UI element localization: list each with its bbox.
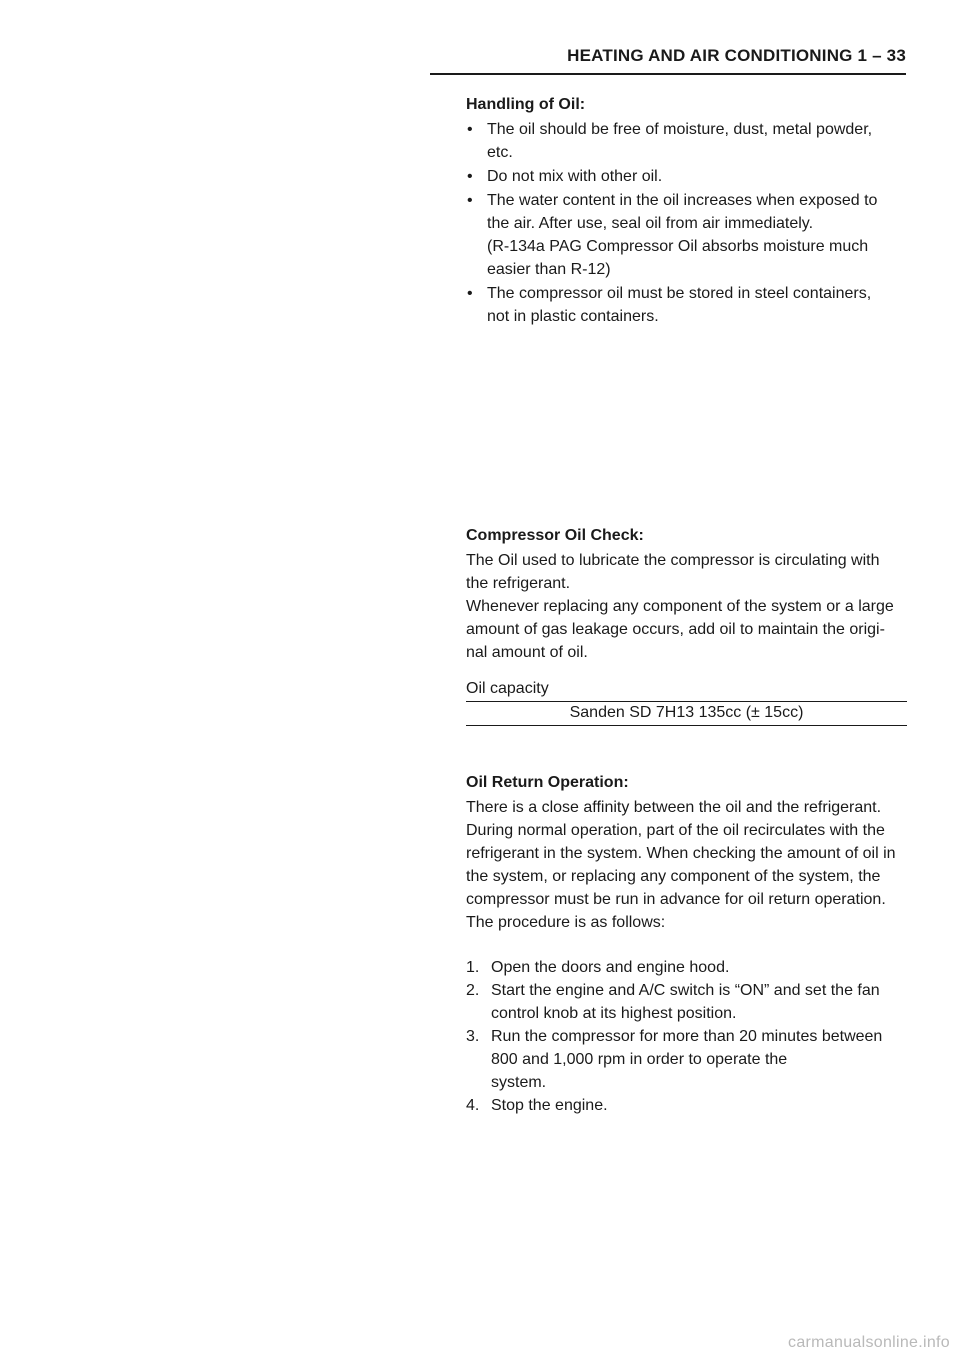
return-op-line: There is a close affinity between the oil and the refrigerant. [466, 799, 882, 816]
step-line: system. [491, 1074, 547, 1091]
procedure-step [466, 956, 911, 979]
step-number: 3. [466, 1028, 480, 1045]
oil-check-line: The Oil used to lubricate the compressor is circulating with [466, 552, 880, 569]
return-op-line: refrigerant in the system. When checking the amount of oil in [466, 845, 896, 862]
bullet-line: The water content in the oil increases when exposed to [487, 192, 878, 209]
step-line: control knob at its highest position. [491, 1005, 737, 1022]
oil-capacity-value: Sanden SD 7H13 135cc (± 15cc) [569, 704, 804, 721]
step-line: Start the engine and A/C switch is “ON” and set the fan [491, 982, 880, 999]
bullet-icon: • [467, 168, 473, 185]
oil-capacity-value-row [466, 703, 907, 726]
return-op-line: During normal operation, part of the oil recirculates with the [466, 822, 885, 839]
oil-check-heading: Compressor Oil Check: [466, 527, 644, 544]
procedure-steps-list [466, 956, 911, 1117]
oil-check-line: the refrigerant. [466, 575, 571, 592]
return-op-line: The procedure is as follows: [466, 914, 666, 931]
bullet-line: Do not mix with other oil. [487, 168, 663, 185]
handling-of-oil-section [466, 93, 911, 329]
step-line: 800 and 1,000 rpm in order to operate the [491, 1051, 788, 1068]
bullet-line: (R-134a PAG Compressor Oil absorbs moisture much [487, 238, 869, 255]
step-number: 1. [466, 959, 480, 976]
oil-capacity-label-row [466, 679, 907, 702]
bullet-item [466, 282, 911, 328]
bullet-line: not in plastic containers. [487, 308, 659, 325]
bullet-line: etc. [487, 144, 513, 161]
page-header-title: HEATING AND AIR CONDITIONING 1 – 33 [567, 46, 906, 65]
bullet-item [466, 118, 911, 164]
oil-check-line: amount of gas leakage occurs, add oil to maintain the origi- [466, 621, 885, 638]
procedure-step [466, 979, 911, 1025]
step-number: 2. [466, 982, 480, 999]
step-line: Run the compressor for more than 20 minutes between [491, 1028, 883, 1045]
procedure-step [466, 1025, 911, 1094]
step-number: 4. [466, 1097, 480, 1114]
oil-capacity-label: Oil capacity [466, 680, 549, 697]
header-rule [430, 73, 906, 75]
oil-check-line: Whenever replacing any component of the system or a large [466, 598, 894, 615]
bullet-icon: • [467, 192, 473, 209]
oil-return-operation-section [466, 771, 911, 1117]
return-op-line: the system, or replacing any component of the system, the [466, 868, 881, 885]
bullet-line: easier than R-12) [487, 261, 611, 278]
bullet-line: The compressor oil must be stored in steel containers, [487, 285, 872, 302]
bullet-icon: • [467, 121, 473, 138]
compressor-oil-check-section [466, 524, 911, 664]
procedure-step [466, 1094, 911, 1117]
return-op-heading: Oil Return Operation: [466, 774, 629, 791]
bullet-line: The oil should be free of moisture, dust, metal powder, [487, 121, 873, 138]
return-op-line: compressor must be run in advance for oil return operation. [466, 891, 886, 908]
handling-bullet-list [466, 118, 911, 328]
step-line: Stop the engine. [491, 1097, 608, 1114]
site-watermark: carmanualsonline.info [788, 1334, 950, 1351]
bullet-line: the air. After use, seal oil from air immediately. [487, 215, 814, 232]
oil-check-line: nal amount of oil. [466, 644, 588, 661]
bullet-item [466, 189, 911, 281]
bullet-icon: • [467, 285, 473, 302]
step-line: Open the doors and engine hood. [491, 959, 730, 976]
handling-heading: Handling of Oil: [466, 96, 586, 113]
bullet-item [466, 165, 911, 188]
